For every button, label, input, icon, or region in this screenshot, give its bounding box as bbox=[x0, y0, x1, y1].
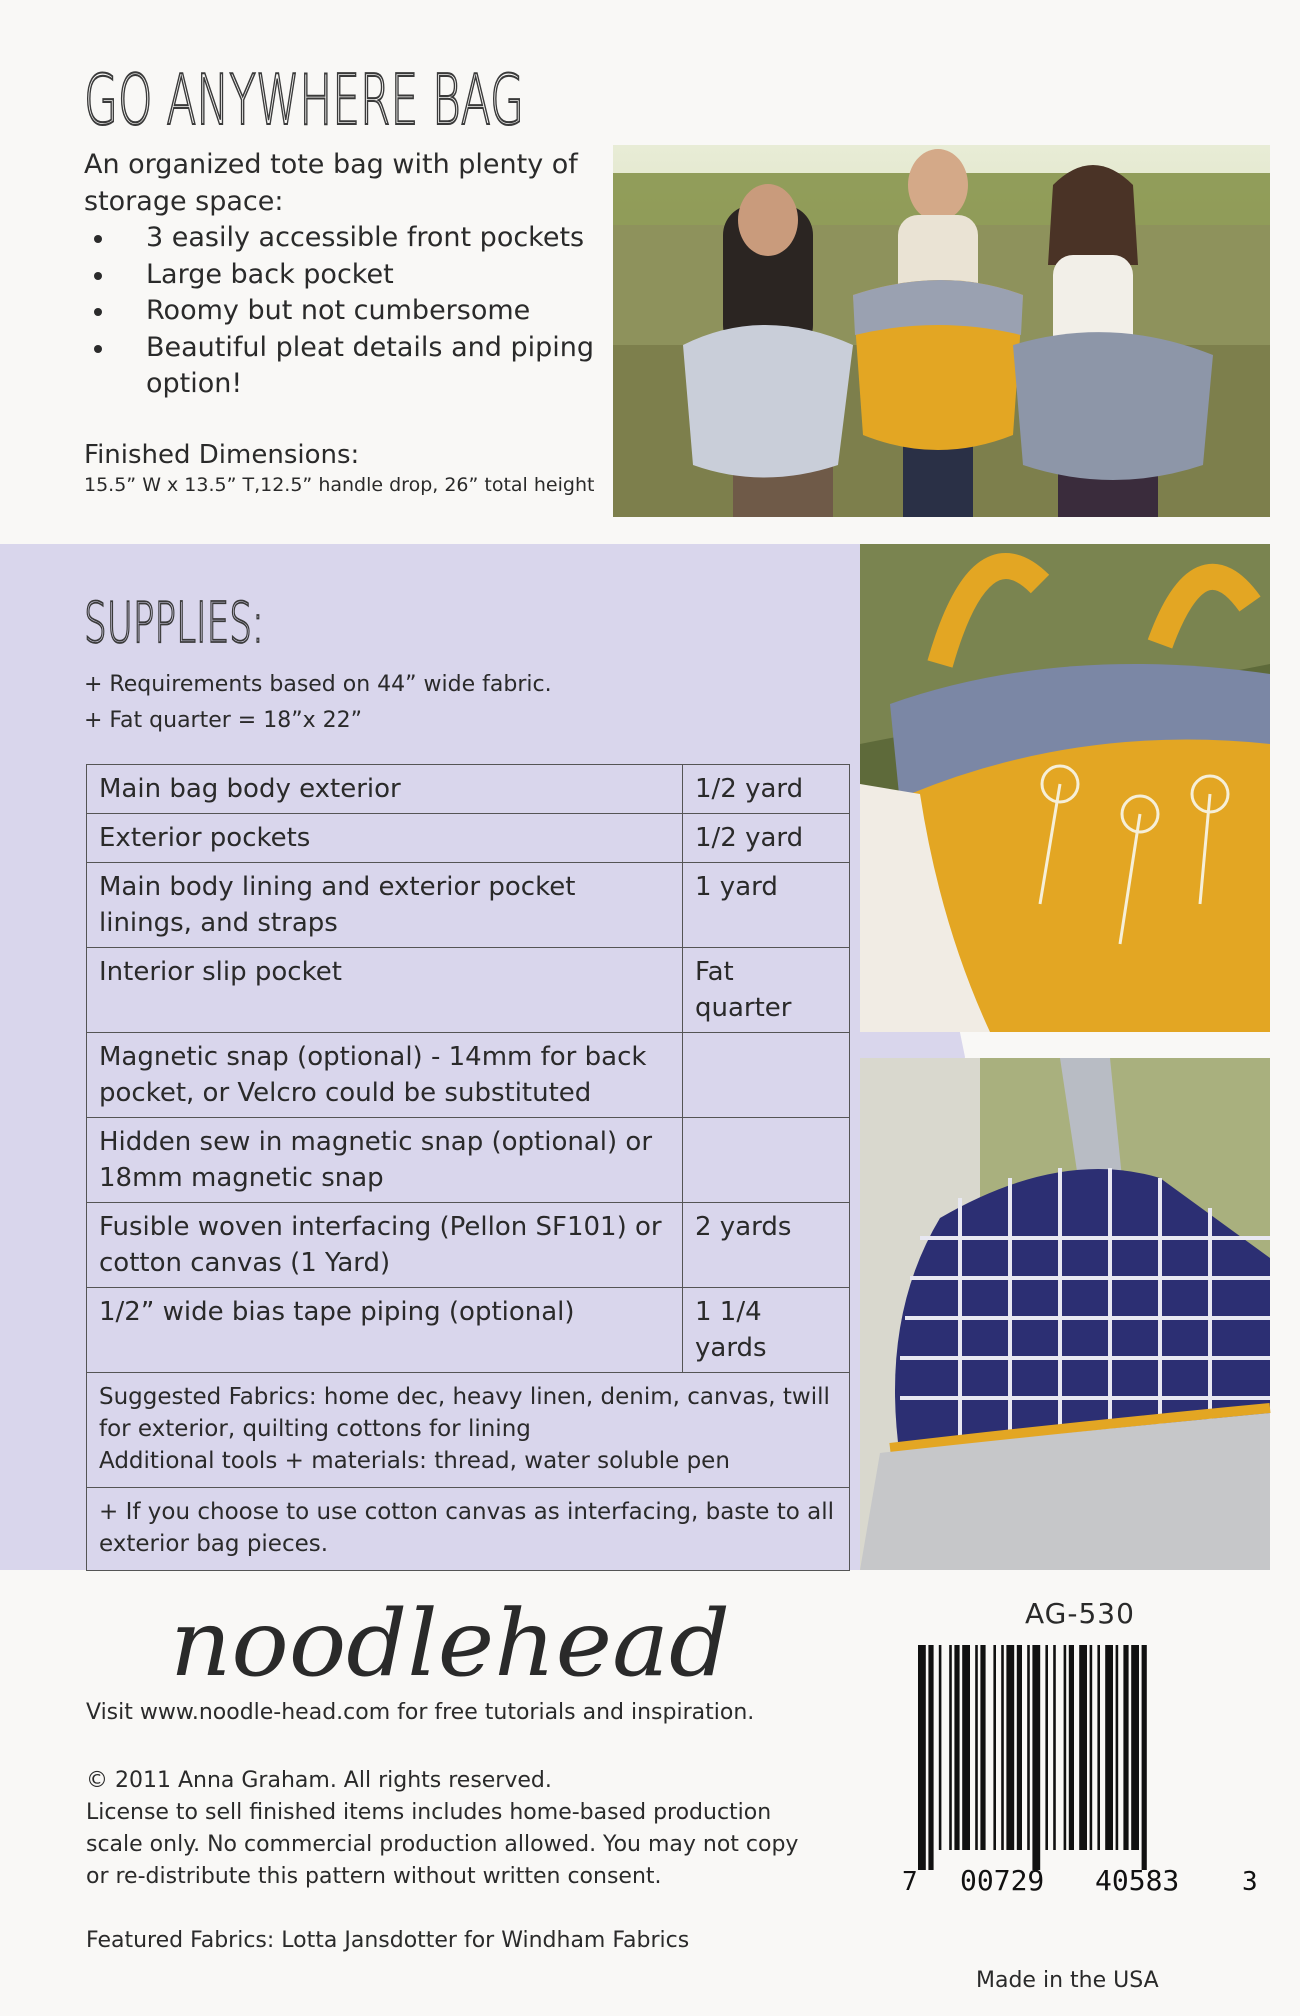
made-in-text: Made in the USA bbox=[976, 1968, 1159, 1993]
suggested-fabrics-line: Suggested Fabrics: home dec, heavy linen, denim, canvas, twill bbox=[99, 1384, 830, 1410]
barcode-digit-last: 3 bbox=[1242, 1867, 1258, 1897]
barcode-bar bbox=[962, 1645, 970, 1850]
supply-quantity: 1/2 yard bbox=[683, 814, 850, 863]
barcode-bar bbox=[1142, 1645, 1147, 1870]
canvas-note-cell: + If you choose to use cotton canvas as interfacing, baste to all exterior bag pieces. bbox=[87, 1488, 850, 1571]
copyright-line: License to sell finished items includes home-based production bbox=[86, 1800, 772, 1825]
supply-item: Fusible woven interfacing (Pellon SF101) or cotton canvas (1 Yard) bbox=[87, 1203, 683, 1288]
visit-text: Visit www.noodle-head.com for free tutorials and inspiration. bbox=[86, 1700, 755, 1725]
copyright-line: © 2011 Anna Graham. All rights reserved. bbox=[86, 1768, 552, 1793]
barcode-bar bbox=[1116, 1645, 1119, 1850]
supply-item: Hidden sew in magnetic snap (optional) or 18mm magnetic snap bbox=[87, 1118, 683, 1203]
dimensions-heading: Finished Dimensions: bbox=[84, 440, 360, 470]
pattern-title bbox=[84, 38, 644, 141]
feature-item: Large back pocket bbox=[84, 257, 604, 294]
table-row bbox=[87, 948, 850, 1033]
additional-tools-line: Additional tools + materials: thread, water soluble pen bbox=[99, 1448, 730, 1474]
barcode-bar bbox=[975, 1645, 978, 1850]
supplies-heading bbox=[84, 582, 284, 656]
barcode-digit-first: 7 bbox=[902, 1867, 918, 1897]
feature-item: Roomy but not cumbersome bbox=[84, 293, 604, 330]
barcode bbox=[900, 1645, 1260, 1900]
supply-item: Exterior pockets bbox=[87, 814, 683, 863]
pattern-title-text: GO ANYWHERE BAG bbox=[84, 59, 524, 141]
supply-item: 1/2” wide bias tape piping (optional) bbox=[87, 1288, 683, 1373]
barcode-bar bbox=[1079, 1645, 1087, 1850]
featured-fabrics: Featured Fabrics: Lotta Jansdotter for Windham Fabrics bbox=[86, 1928, 690, 1953]
barcode-bar bbox=[918, 1645, 926, 1870]
barcode-bar bbox=[1017, 1645, 1022, 1850]
barcode-bar bbox=[954, 1645, 959, 1850]
table-row bbox=[87, 863, 850, 948]
table-row bbox=[87, 1488, 850, 1571]
barcode-bar bbox=[949, 1645, 952, 1850]
barcode-bar bbox=[1064, 1645, 1067, 1850]
sku-code: AG-530 bbox=[1025, 1597, 1135, 1630]
barcode-bar bbox=[1032, 1645, 1040, 1870]
noodlehead-logo bbox=[150, 1580, 770, 1700]
barcode-bar bbox=[1105, 1645, 1113, 1850]
supplies-heading-text: SUPPLIES: bbox=[84, 591, 264, 656]
table-row bbox=[87, 1033, 850, 1118]
table-row bbox=[87, 1203, 850, 1288]
barcode-bar bbox=[1131, 1645, 1139, 1850]
barcode-bar bbox=[1001, 1645, 1004, 1850]
requirements-note-line: + Fat quarter = 18”x 22” bbox=[84, 708, 363, 733]
requirements-note bbox=[84, 667, 552, 739]
suggested-fabrics-cell bbox=[87, 1373, 850, 1488]
logo-text: noodlehead bbox=[170, 1590, 730, 1697]
bag-on-grass-photo bbox=[860, 544, 1270, 1032]
supply-item: Main bag body exterior bbox=[87, 765, 683, 814]
barcode-digits-left: 00729 bbox=[960, 1864, 1045, 1897]
copyright-block bbox=[86, 1765, 866, 1893]
supply-quantity: 1/2 yard bbox=[683, 765, 850, 814]
copyright-line: or re-distribute this pattern without written consent. bbox=[86, 1864, 662, 1889]
barcode-bar bbox=[993, 1645, 996, 1850]
barcode-bar bbox=[1097, 1645, 1100, 1850]
supply-item: Magnetic snap (optional) - 14mm for back pocket, or Velcro could be substituted bbox=[87, 1033, 683, 1118]
supply-quantity: Fat quarter bbox=[683, 948, 850, 1033]
barcode-bar bbox=[1123, 1645, 1128, 1850]
supply-item: Interior slip pocket bbox=[87, 948, 683, 1033]
barcode-bar bbox=[1090, 1645, 1093, 1850]
supply-quantity bbox=[683, 1033, 850, 1118]
copyright-line: scale only. No commercial production allowed. You may not copy bbox=[86, 1832, 799, 1857]
bag-closeup-photo bbox=[860, 1058, 1270, 1570]
table-row bbox=[87, 1118, 850, 1203]
table-row bbox=[87, 814, 850, 863]
feature-item: 3 easily accessible front pockets bbox=[84, 220, 604, 257]
barcode-bar bbox=[980, 1645, 985, 1850]
barcode-digits-right: 40583 bbox=[1095, 1864, 1180, 1897]
barcode-bar bbox=[1053, 1645, 1056, 1850]
supply-quantity: 1 yard bbox=[683, 863, 850, 948]
feature-list bbox=[84, 220, 604, 403]
dimensions-value: 15.5” W x 13.5” T,12.5” handle drop, 26” total height bbox=[84, 474, 595, 496]
barcode-bar bbox=[928, 1645, 933, 1870]
barcode-bar bbox=[939, 1645, 942, 1850]
table-row bbox=[87, 1288, 850, 1373]
intro-text: An organized tote bag with plenty of storage space: bbox=[84, 149, 578, 217]
barcode-bar bbox=[1027, 1645, 1030, 1850]
suggested-fabrics-line: for exterior, quilting cottons for lining bbox=[99, 1416, 531, 1442]
feature-item: Beautiful pleat details and piping option! bbox=[84, 330, 604, 403]
barcode-bar bbox=[1045, 1645, 1048, 1850]
requirements-note-line: + Requirements based on 44” wide fabric. bbox=[84, 672, 552, 697]
supply-item: Main body lining and exterior pocket linings, and straps bbox=[87, 863, 683, 948]
models-photo bbox=[613, 145, 1270, 517]
barcode-bar bbox=[1069, 1645, 1074, 1850]
supply-quantity bbox=[683, 1118, 850, 1203]
supply-quantity: 2 yards bbox=[683, 1203, 850, 1288]
supply-quantity: 1 1/4 yards bbox=[683, 1288, 850, 1373]
table-row bbox=[87, 1373, 850, 1488]
table-row bbox=[87, 765, 850, 814]
barcode-bar bbox=[1006, 1645, 1014, 1850]
supplies-table bbox=[86, 764, 850, 1571]
